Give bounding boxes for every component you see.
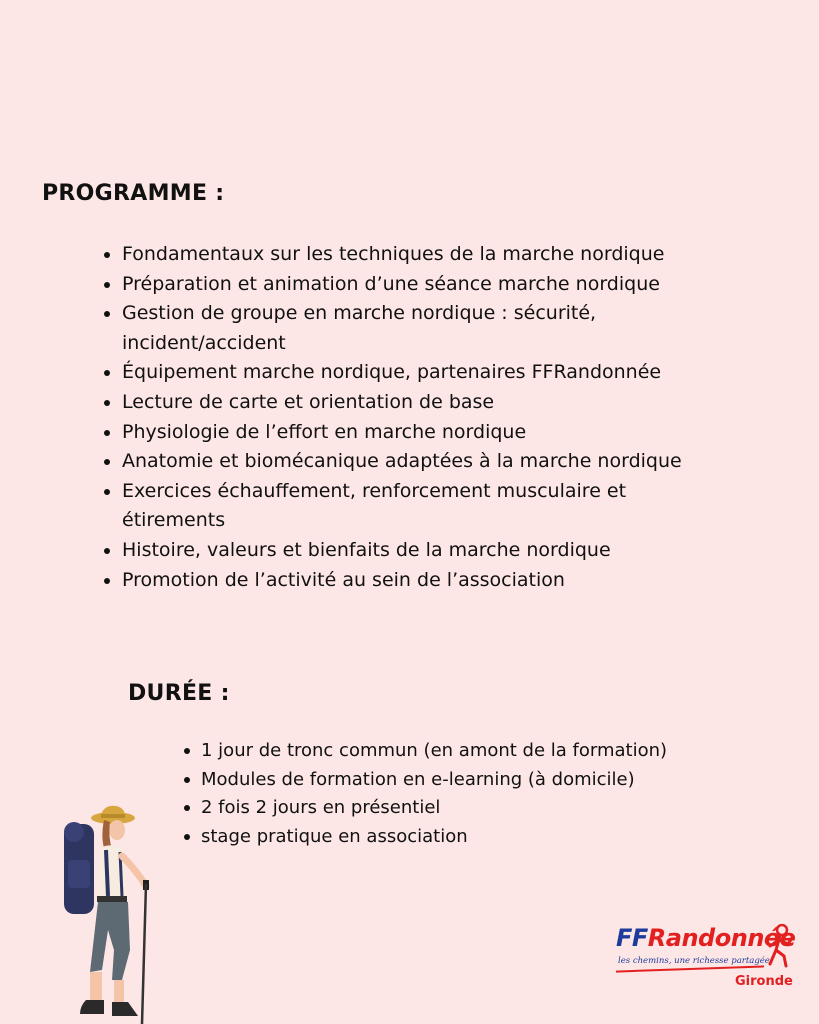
list-item: 2 fois 2 jours en présentiel xyxy=(180,794,780,823)
hiker-illustration xyxy=(50,800,160,1024)
list-item: Anatomie et biomécanique adaptées à la marche nordique xyxy=(100,447,780,477)
list-item: Fondamentaux sur les techniques de la marche nordique xyxy=(100,240,780,270)
list-item: Lecture de carte et orientation de base xyxy=(100,388,780,418)
logo-tagline: les chemins, une richesse partagée xyxy=(618,956,770,966)
logo-underline xyxy=(616,965,764,972)
list-item: Promotion de l’activité au sein de l’association xyxy=(100,566,780,596)
logo-region: Gironde xyxy=(735,974,793,989)
list-item: Exercices échauffement, renforcement musculaire et étirements xyxy=(100,477,702,536)
list-item: Préparation et animation d’une séance marche nordique xyxy=(100,270,780,300)
list-item: Physiologie de l’effort en marche nordique xyxy=(100,418,780,448)
list-item: Gestion de groupe en marche nordique : sécurité, incident/accident xyxy=(100,299,662,358)
logo-randonnee: Randonnée xyxy=(647,924,796,952)
list-item: Histoire, valeurs et bienfaits de la marche nordique xyxy=(100,536,780,566)
list-item: 1 jour de tronc commun (en amont de la formation) xyxy=(180,737,780,766)
programme-heading: PROGRAMME : xyxy=(42,181,225,206)
duree-list xyxy=(180,737,780,851)
list-item: Équipement marche nordique, partenaires FFRandonnée xyxy=(100,358,780,388)
list-item: Modules de formation en e-learning (à domicile) xyxy=(180,766,780,795)
list-item: stage pratique en association xyxy=(180,823,780,852)
duree-heading: DURÉE : xyxy=(128,681,230,706)
logo-ff: FF xyxy=(616,924,648,952)
ffrandonnee-logo xyxy=(612,924,802,994)
programme-list xyxy=(100,240,780,595)
